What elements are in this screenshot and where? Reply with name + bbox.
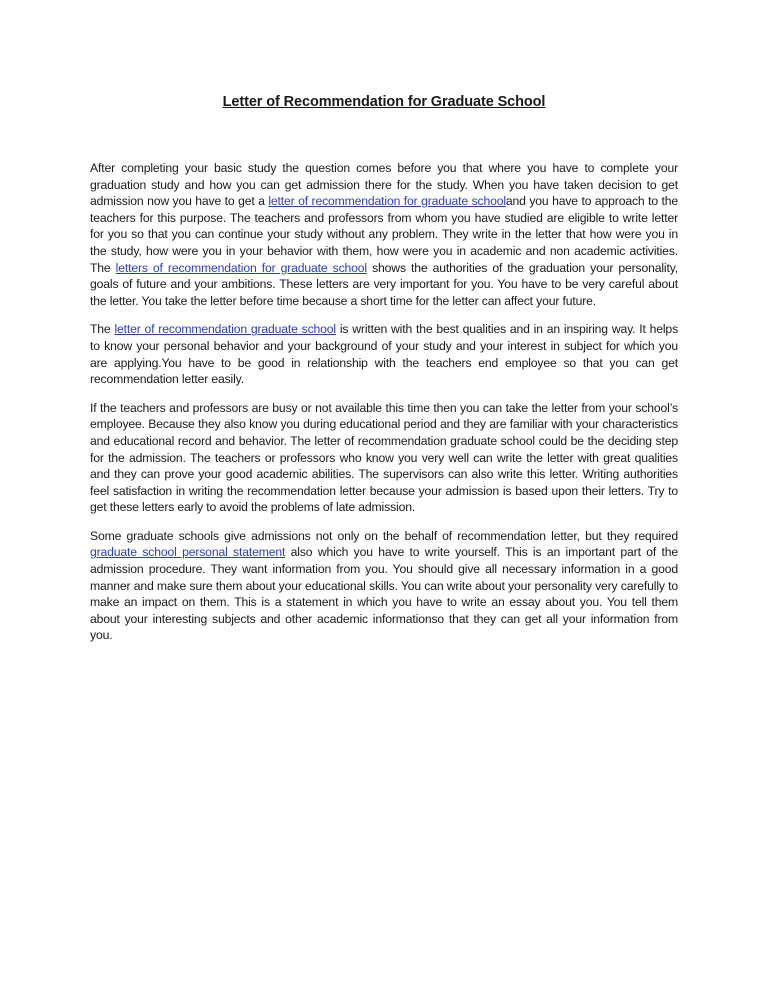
page-title: Letter of Recommendation for Graduate School — [222, 94, 546, 110]
paragraph-2-text-a: The — [90, 322, 115, 337]
paragraph-1-text-c: shows the authorities of the graduation your personality, goals of future and your ambitions. These letters are very important for you. You have to be very careful about the letter. You take the letter before time because a short time for the letter can affect your future. — [90, 260, 678, 308]
paragraph-1-text-a: After completing your basic study the question comes before you that where you have to complete your graduation study and how you can get admission there for the study. When you have taken decision to get admission now you have to get a — [90, 161, 678, 209]
paragraph-4-text-a: Some graduate schools give admissions not only on the behalf of recommendation letter, but they required — [90, 528, 678, 543]
paragraph-4 — [90, 528, 678, 644]
document-body — [90, 160, 678, 656]
link-letter-of-recommendation-graduate-school[interactable]: letter of recommendation graduate school — [114, 322, 336, 337]
paragraph-1 — [90, 160, 678, 309]
paragraph-2 — [90, 321, 678, 387]
link-letters-of-recommendation-for-graduate-school[interactable]: letters of recommendation for graduate school — [115, 260, 367, 275]
paragraph-4-text-b: also which you have to write yourself. This is an important part of the admission procedure. They want information from you. You should give all necessary information in a good manner and make sure them about your educational skills. You can write about your personality very carefully to make an impact on them. This is a statement in which you have to write an essay about you. You tell them about your interesting subjects and other academic informationso that they can get all your information from you. — [90, 545, 678, 643]
paragraph-2-text-b: is written with the best qualities and in an inspiring way. It helps to know your personal behavior and your background of your study and your interest in subject for which you are applying.You have to be good in relationship with the teachers end employee so that you can get recommendation letter easily. — [90, 322, 679, 387]
link-graduate-school-personal-statement[interactable]: graduate school personal statement — [90, 545, 286, 560]
link-letter-of-recommendation-for-graduate-school[interactable]: letter of recommendation for graduate school — [268, 194, 506, 209]
paragraph-3: If the teachers and professors are busy or not available this time then you can take the letter from your school’s employee. Because they also know you during educational period and they are familiar with your characteristics and educational record and behavior. The letter of recommendation graduate school could be the deciding step for the admission. The teachers or professors who know you very well can write the letter with great qualities and they can prove your good academic abilities. The supervisors can also write this letter. Writing authorities feel satisfaction in writing the recommendation letter because your admission is based upon their letters. Try to get these letters early to avoid the problems of late admission. — [90, 400, 678, 515]
paragraph-1-text-b: and you have to approach to the teachers for this purpose. The teachers and professors from whom you have studied are eligible to write letter for you so that you can continue your study without any problem. They write in the letter that how were you in the study, how were you in your behavior with them, how were you in academic and non academic activities. The — [90, 194, 679, 275]
